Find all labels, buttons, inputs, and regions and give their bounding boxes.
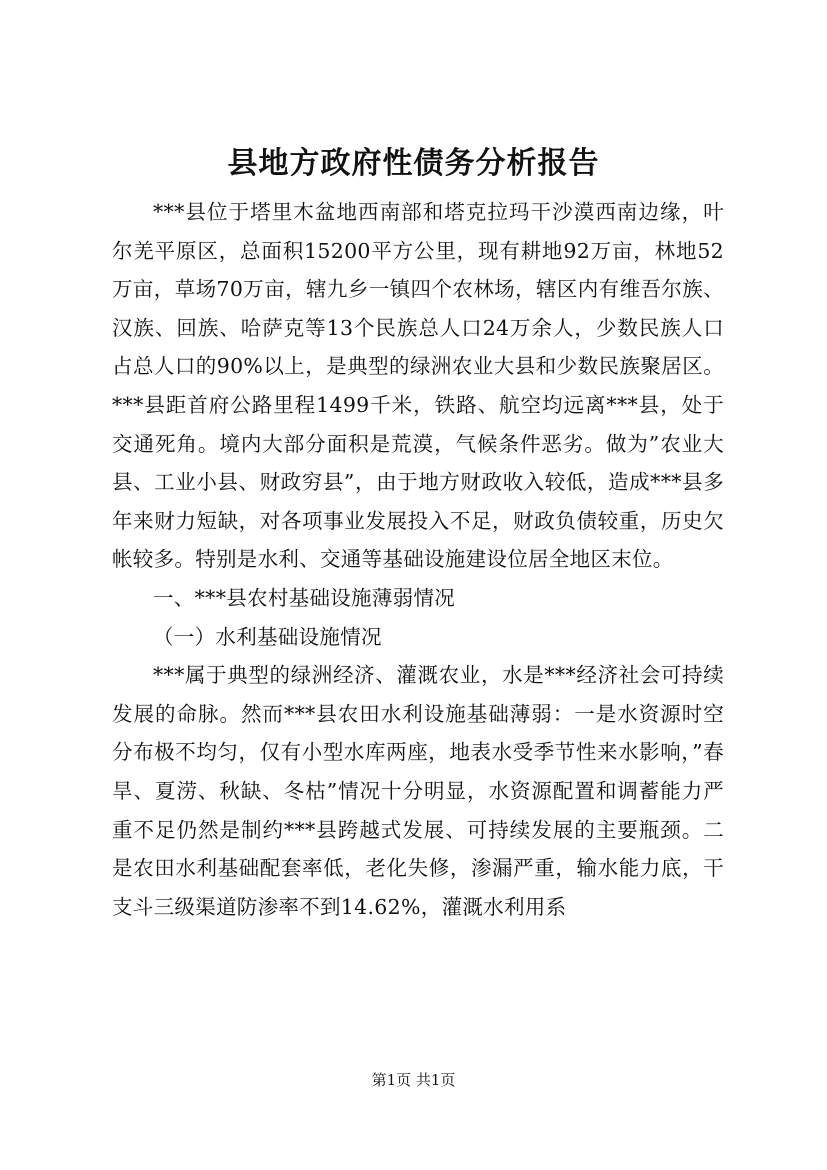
document-title: 县地方政府性债务分析报告 xyxy=(227,146,600,181)
subsection-heading: （一）水利基础设施情况 xyxy=(153,624,382,649)
water-paragraph: ***属于典型的绿洲经济、灌溉农业，水是***经济社会可持续发展的命脉。然而***县农田水利设施基础薄弱：一是水资源时空分布极不均匀，仅有小型水库两座，地表水受季节性来水影响，”春旱、夏涝、秋缺、冬枯”情况十分明显，水资源配置和调蓄能力严重不足仍然是制约***县跨越式发展、可持续发展的主要瓶颈。二是农田水利基础配套率低，老化失修，渗漏严重，输水能力底，干支斗三级渠道防渗率不到14.62%，灌溉水利用系 xyxy=(112,663,724,919)
intro-paragraph: ***县位于塔里木盆地西南部和塔克拉玛干沙漠西南边缘，叶尔羌平原区，总面积15200平方公里，现有耕地92万亩，林地52万亩，草场70万亩，辖九乡一镇四个农林场，辖区内有维吾尔族、汉族、回族、哈萨克等13个民族总人口24万余人，少数民族人口占总人口的90%以上，是典型的绿洲农业大县和少数民族聚居区。***县距首府公路里程1499千米，铁路、航空均远离***县，处于交通死角。境内大部分面积是荒漠，气候条件恶劣。做为”农业大县、工业小县、财政穷县”，由于地方财政收入较低，造成***县多年来财力短缺，对各项事业发展投入不足，财政负债较重，历史欠帐较多。特别是水利、交通等基础设施建设位居全地区末位。 xyxy=(112,200,724,572)
section-heading: 一、***县农村基础设施薄弱情况 xyxy=(153,585,456,610)
document-body xyxy=(112,193,724,926)
page-footer: 第1页 共1页 xyxy=(371,1071,456,1089)
